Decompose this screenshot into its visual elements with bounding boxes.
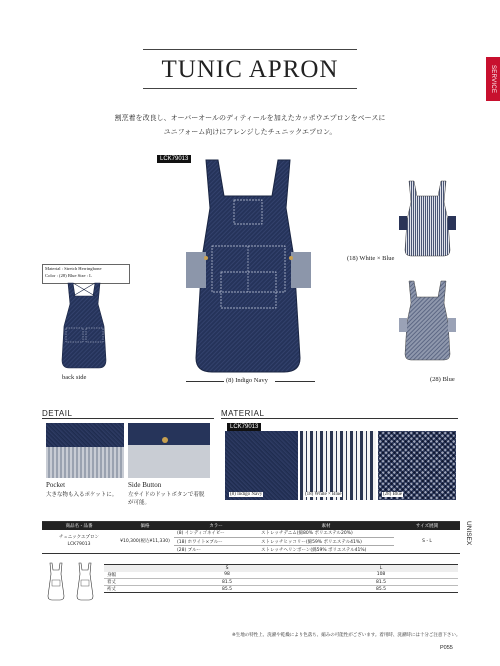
product-name: チュニックエプロン (58, 535, 100, 541)
spec-color-size: Color : (28) Blue Size : L (45, 272, 92, 278)
title-rule-top (143, 49, 357, 50)
size-header-blank (104, 565, 150, 572)
side-button-text-2: が可能。 (128, 500, 151, 506)
spec-table-header (42, 522, 460, 530)
blue-apron-image (395, 280, 460, 362)
intro-line-1: 割烹着を改良し、オーバーオールのディティールを加えたカッポウエプロンをベースに (114, 114, 386, 122)
spec-box (42, 264, 130, 284)
size-row-1-s: 98 (224, 572, 230, 578)
side-button-text-1: 左サイドのドットボタンで着脱 (128, 492, 205, 498)
size-cell: S・L (422, 539, 432, 545)
material-code-tag: LCK79013 (227, 423, 261, 431)
size-row-1-label: 身幅 (107, 572, 116, 578)
pocket-text: 大きな物も入るポケットに。 (46, 492, 118, 498)
price-cell: ¥10,300(税込¥11,330) (120, 539, 170, 545)
pocket-detail-photo (46, 423, 124, 478)
main-apron-image (176, 158, 321, 380)
header-size: サイズ展開 (415, 523, 439, 529)
spec-material: Material : Stretch Herringbone (45, 266, 102, 271)
size-table-header (104, 565, 458, 572)
size-row-2-label: 着丈 (107, 580, 116, 585)
footnote: ※生地の特性上、洗濯や乾燥により色落ち、縮みの可能性がございます。着用時、洗濯時には十分ご注意下さい。 (232, 633, 461, 638)
product-code-tag: LCK79013 (157, 155, 191, 163)
detail-heading: DETAIL (42, 409, 73, 418)
material-3: ストレッチヘリンボーン(綿59% ポリエステル41%) (261, 547, 367, 553)
header-price: 価格 (140, 523, 150, 529)
header-color: カラー (209, 523, 223, 529)
header-material: 素材 (321, 523, 331, 529)
material-1: ストレッチデニム(綿80% ポリエステル20%) (261, 531, 353, 537)
unisex-label: UNISEX (465, 521, 472, 546)
title-rule-bottom (143, 88, 357, 89)
swatch-label-white-blue: (18) White × Blue (305, 492, 342, 497)
size-row-1 (104, 572, 458, 579)
spec-table (42, 521, 460, 554)
size-header-s: S (225, 565, 229, 571)
header-name: 商品名・品番 (65, 523, 93, 529)
pocket-lining (46, 447, 124, 478)
intro-line-2: ユニフォーム向けにアレンジしたチュニックエプロン。 (163, 128, 337, 136)
material-2: ストレッチヒッコリー(綿59% ポリエステル41%) (261, 539, 362, 545)
size-row-3-label: 裄丈 (107, 587, 116, 592)
color-2: (18) ホワイト×ブルー (177, 539, 223, 545)
spec-row-1 (42, 530, 460, 538)
size-row-3 (104, 586, 458, 593)
detail-rule (42, 418, 214, 419)
size-row-2-l: 81.5 (375, 579, 387, 585)
caption-back-side: back side (62, 374, 87, 381)
size-row-2 (104, 579, 458, 586)
caption-line-left (186, 381, 224, 382)
size-diagram-icon (42, 562, 100, 602)
caption-white-blue: (18) White × Blue (347, 255, 395, 262)
color-3: (28) ブルー (177, 547, 201, 553)
side-button-detail-photo (128, 423, 210, 478)
size-table (104, 564, 458, 593)
pocket-title: Pocket (46, 481, 66, 489)
page-title: TUNIC APRON (161, 56, 339, 83)
swatch-indigo-navy (225, 431, 298, 500)
swatch-white-blue (300, 431, 376, 500)
swatch-blue (378, 431, 456, 500)
intro-text (90, 111, 410, 139)
size-row-1-l: 108 (376, 572, 386, 578)
material-heading: MATERIAL (221, 409, 265, 418)
material-rule (221, 418, 458, 419)
caption-line-right (275, 381, 315, 382)
swatch-label-blue: (28) Blue (383, 492, 403, 497)
page-number: P055 (440, 645, 453, 651)
side-button-title: Side Button (128, 481, 162, 489)
swatch-label-indigo-navy: (8) Indigo Navy (230, 492, 263, 497)
size-row-3-l: 85.5 (375, 586, 387, 592)
size-header-l: L (379, 565, 383, 571)
size-row-3-s: 85.5 (221, 586, 233, 592)
back-side-apron-image (48, 282, 120, 370)
category-tab: SERVICE (486, 57, 500, 101)
white-blue-apron-image (395, 180, 460, 258)
caption-indigo-navy: (8) Indigo Navy (226, 377, 268, 384)
dot-button-icon (162, 437, 168, 443)
product-code: LCK79013 (67, 542, 91, 548)
product-name-cell (42, 530, 116, 554)
size-row-2-s: 81.5 (221, 579, 233, 585)
color-1: (8) インディゴネイビー (177, 531, 225, 537)
caption-blue: (28) Blue (430, 376, 455, 383)
